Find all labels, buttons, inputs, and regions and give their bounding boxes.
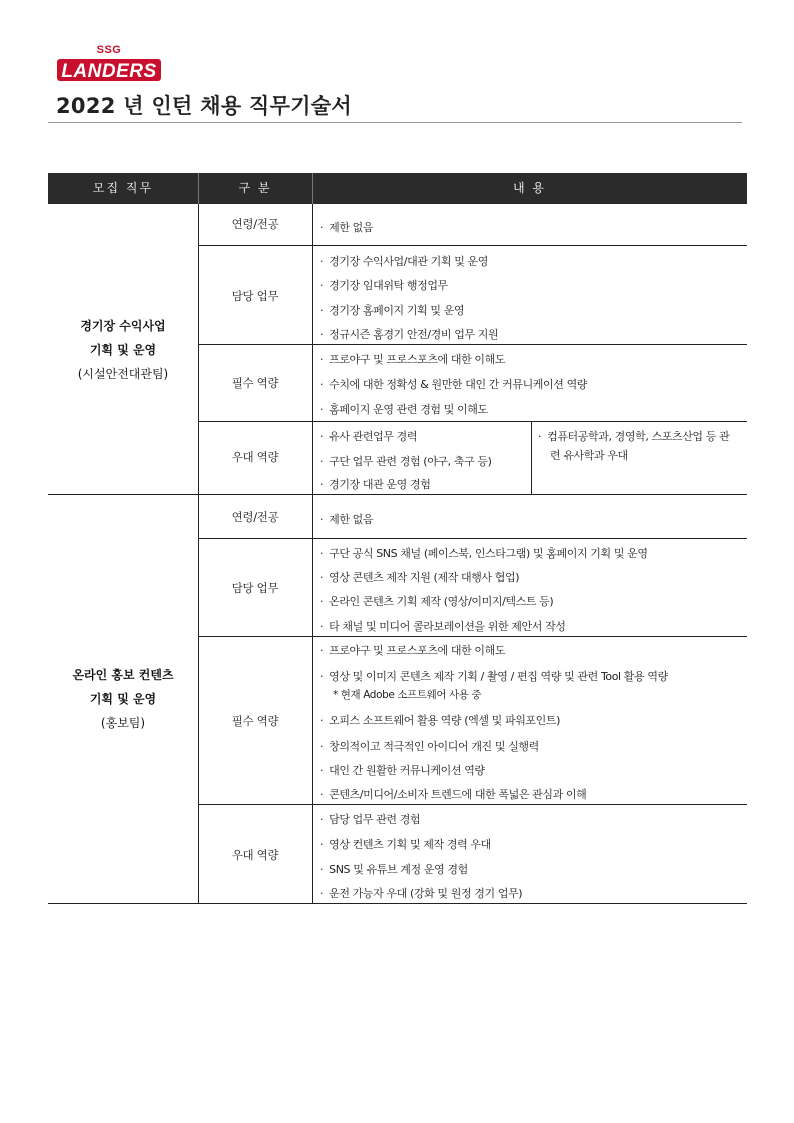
list-item: · 영상 콘텐츠 제작 지원 (제작 대행사 협업) xyxy=(320,571,520,584)
list-item: · 구단 업무 관련 경험 (야구, 축구 등) xyxy=(320,455,492,468)
list-item: · SNS 및 유튜브 계정 운영 경험 xyxy=(320,863,468,876)
section-title-line: 온라인 홍보 컨텐츠 xyxy=(72,668,174,682)
section-divider xyxy=(48,494,747,495)
list-item: · 제한 없음 xyxy=(320,221,374,234)
row-label: 우대 역량 xyxy=(231,450,279,464)
row-divider xyxy=(198,344,747,345)
table-header xyxy=(48,173,747,204)
list-item: · 프로야구 및 프로스포츠에 대한 이해도 xyxy=(320,353,506,366)
list-item: · 온라인 콘텐츠 기획 제작 (영상/이미지/텍스트 등) xyxy=(320,595,554,608)
section-team: (홍보팀) xyxy=(100,716,146,730)
row-divider xyxy=(198,804,747,805)
section-title-line: 기획 및 운영 xyxy=(89,343,157,357)
title-divider xyxy=(48,122,742,123)
list-item: · 창의적이고 적극적인 아이디어 개진 및 실행력 xyxy=(320,740,539,753)
row-divider xyxy=(198,421,747,422)
section-title-line: 기획 및 운영 xyxy=(89,692,157,706)
section-title-line: 경기장 수익사업 xyxy=(80,319,166,333)
row-label: 담당 업무 xyxy=(231,581,279,595)
row-divider xyxy=(198,636,747,637)
logo-wordmark xyxy=(57,56,161,83)
section-title-venue xyxy=(48,314,198,386)
row-label: 필수 역량 xyxy=(231,714,279,728)
row-divider xyxy=(198,245,747,246)
header-divider xyxy=(312,173,313,204)
logo-ssg-text: SSG xyxy=(96,44,122,56)
svg-text:LANDERS: LANDERS xyxy=(61,61,157,82)
list-item: · 구단 공식 SNS 채널 (페이스북, 인스타그램) 및 홈페이지 기획 및 운영 xyxy=(320,547,648,560)
list-item: · 경기장 홈페이지 기획 및 운영 xyxy=(320,304,465,317)
software-note: * 현재 Adobe 소프트웨어 사용 중 xyxy=(333,689,482,701)
row-label: 필수 역량 xyxy=(231,376,279,390)
list-item: · 프로야구 및 프로스포츠에 대한 이해도 xyxy=(320,644,506,657)
list-item: · 홈페이지 운영 관련 경험 및 이해도 xyxy=(320,403,488,416)
header-divider xyxy=(198,173,199,204)
list-item: · 영상 컨텐츠 기획 및 제작 경력 우대 xyxy=(320,838,491,851)
list-item: · 경기장 대관 운영 경험 xyxy=(320,478,431,491)
column-divider xyxy=(531,421,532,494)
header-category: 구 분 xyxy=(238,181,272,195)
header-position: 모집 직무 xyxy=(92,181,154,195)
section-title-promotion xyxy=(48,663,198,735)
row-label: 연령/전공 xyxy=(231,510,279,524)
list-item: · 유사 관련업무 경력 xyxy=(320,430,418,443)
list-item: · 운전 가능자 우대 (강화 및 원정 경기 업무) xyxy=(320,887,523,900)
row-label: 담당 업무 xyxy=(231,289,279,303)
list-item: · 경기장 수익사업/대관 기획 및 운영 xyxy=(320,255,488,268)
list-item: · 대인 간 원활한 커뮤니케이션 역량 xyxy=(320,764,485,777)
header-content: 내 용 xyxy=(513,181,546,195)
list-item: · 정규시즌 홈경기 안전/경비 업무 지원 xyxy=(320,328,499,341)
list-item: · 타 채널 및 미디어 콜라보레이션을 위한 제안서 작성 xyxy=(320,620,566,633)
row-label: 연령/전공 xyxy=(231,217,279,231)
column-divider xyxy=(312,204,313,904)
preferred-major-note: 련 유사학과 우대 xyxy=(550,449,628,462)
landers-logo xyxy=(57,44,161,86)
document-title: 2022 년 인턴 채용 직무기술서 xyxy=(56,94,352,118)
section-team: (시설안전대관팀) xyxy=(77,367,169,381)
row-label: 우대 역량 xyxy=(231,848,279,862)
list-item: · 경기장 임대위탁 행정업무 xyxy=(320,279,448,292)
row-divider xyxy=(198,538,747,539)
table-bottom-border xyxy=(48,903,747,904)
list-item: · 오피스 소프트웨어 활용 역량 (엑셀 및 파워포인트) xyxy=(320,714,560,727)
list-item: · 수치에 대한 정확성 & 원만한 대인 간 커뮤니케이션 역량 xyxy=(320,378,588,391)
list-item: · 영상 및 이미지 콘텐츠 제작 기획 / 촬영 / 편집 역량 및 관련 Tool 활용 역량 xyxy=(320,670,668,683)
list-item: · 제한 없음 xyxy=(320,513,374,526)
column-divider xyxy=(198,204,199,904)
list-item: · 콘텐츠/미디어/소비자 트렌드에 대한 폭넓은 관심과 이해 xyxy=(320,788,587,801)
list-item: · 담당 업무 관련 경험 xyxy=(320,813,421,826)
preferred-major-note: · 컴퓨터공학과, 경영학, 스포츠산업 등 관 xyxy=(538,430,730,443)
